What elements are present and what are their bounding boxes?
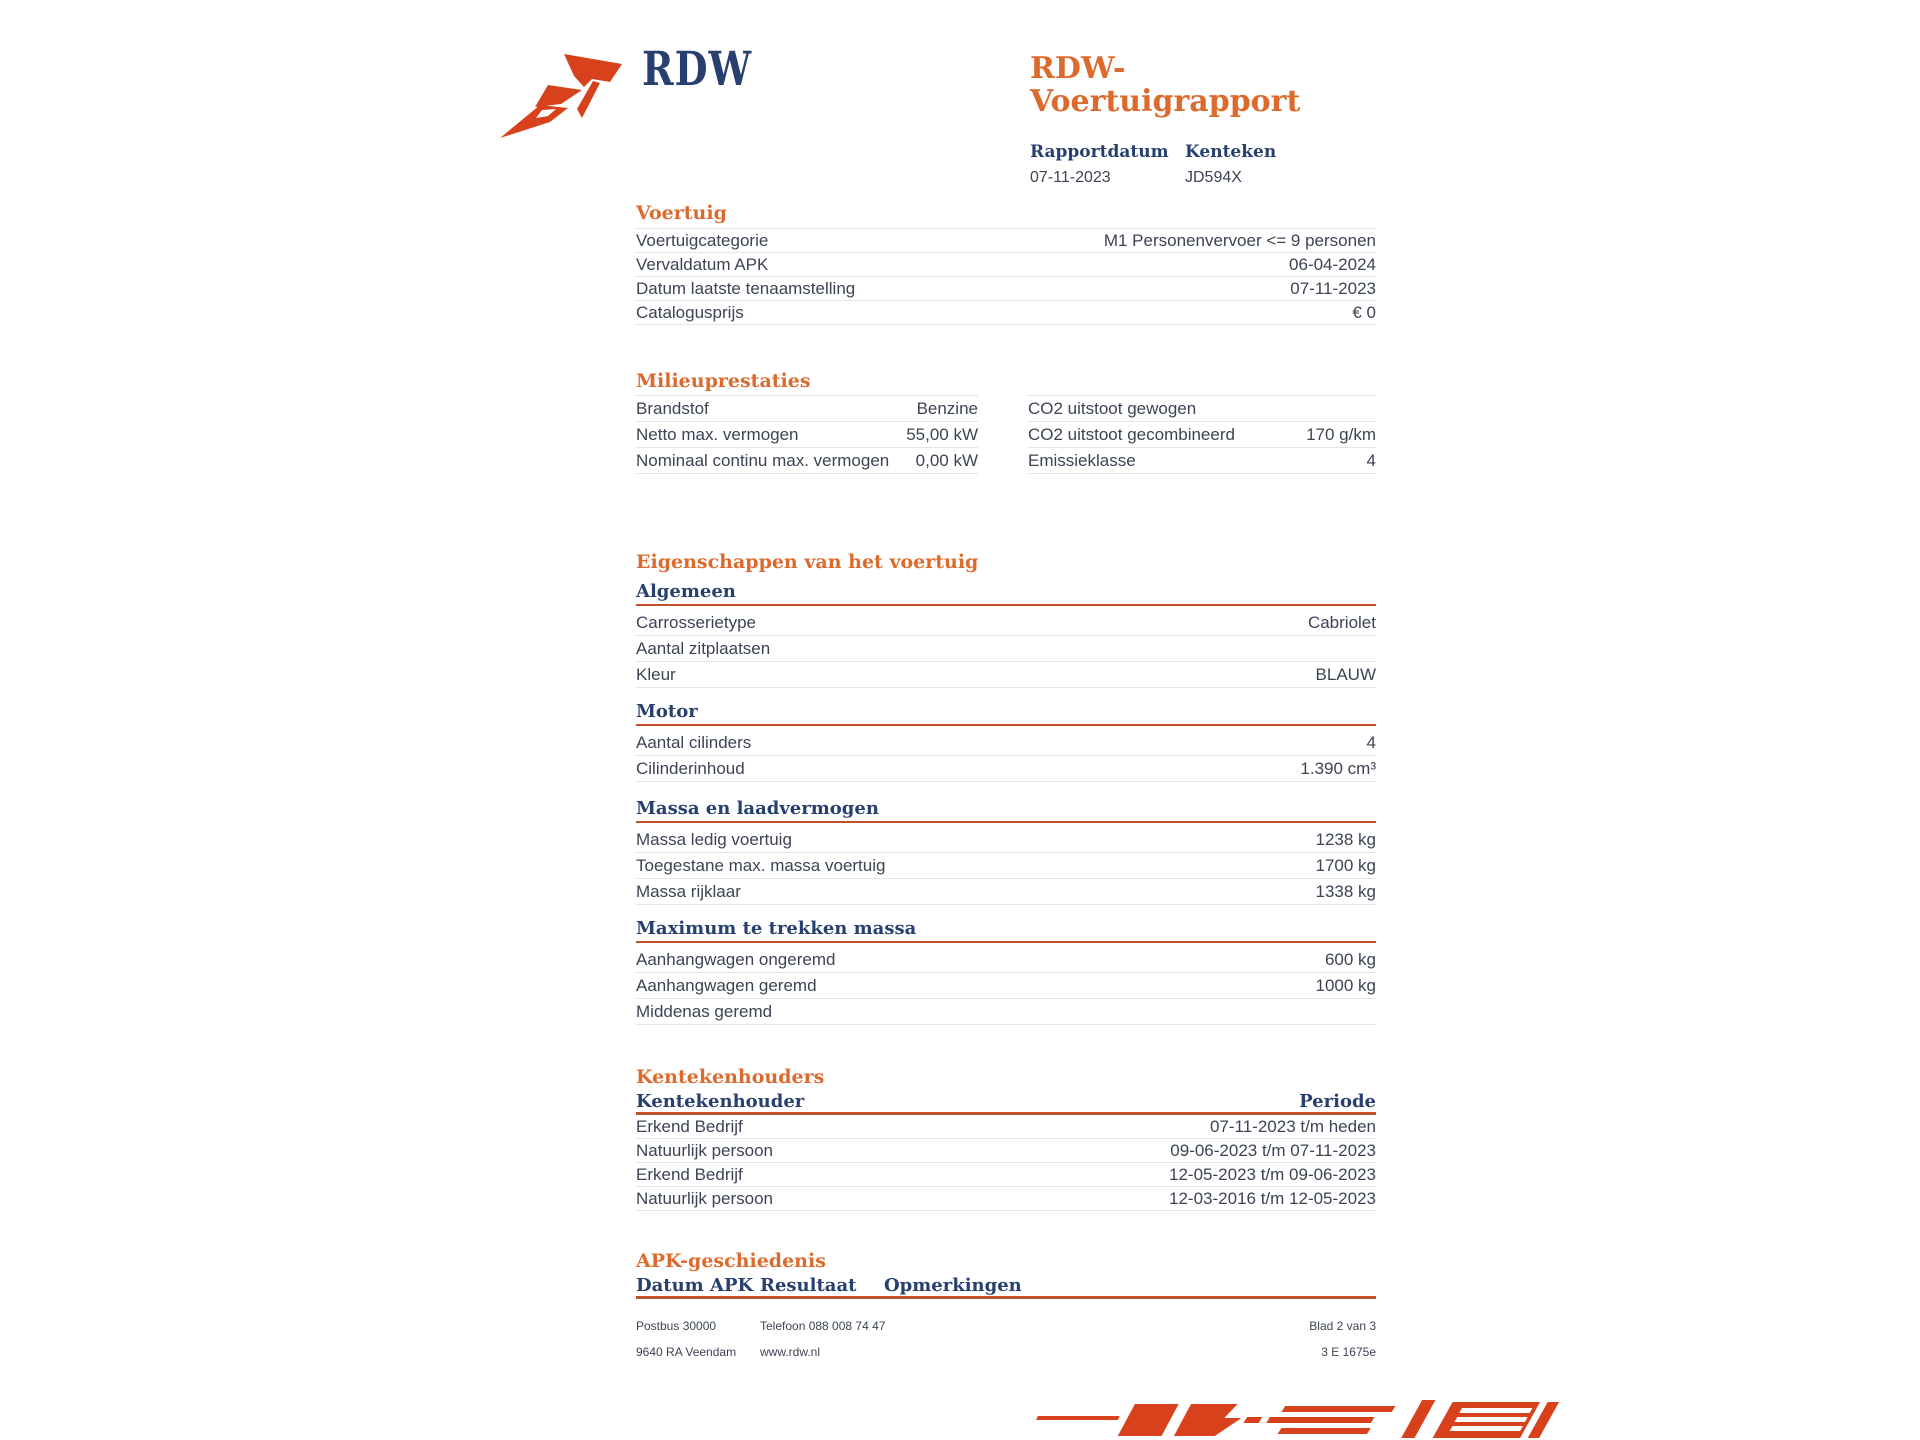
holders-table — [636, 1115, 1376, 1211]
table-row — [636, 756, 1376, 782]
speed-lines-graphic — [1036, 1396, 1561, 1440]
row-value: 0,00 kW — [915, 451, 978, 470]
table-row — [636, 300, 1376, 324]
table-row — [636, 853, 1376, 879]
row-value: 06-04-2024 — [1289, 255, 1376, 274]
table-row — [1028, 447, 1376, 473]
footer-phone: Telefoon 088 008 74 47 — [760, 1319, 886, 1333]
holder-name: Erkend Bedrijf — [636, 1165, 743, 1184]
group-title: Massa en laadvermogen — [636, 798, 879, 819]
row-label: Aantal cilinders — [636, 733, 752, 752]
heading-rule — [636, 604, 1376, 606]
row-label: CO2 uitstoot gecombineerd — [1028, 425, 1235, 444]
trekken-massa-table — [636, 947, 1376, 1025]
row-label: Aanhangwagen geremd — [636, 976, 817, 995]
footer-website: www.rdw.nl — [760, 1345, 821, 1359]
table-row — [636, 827, 1376, 853]
section-kentekenhouders-title: Kentekenhouders — [636, 1066, 825, 1088]
row-value: 1338 kg — [1315, 882, 1376, 901]
row-label: Massa rijklaar — [636, 882, 741, 901]
speed-lines-icon — [1036, 1396, 1561, 1440]
holder-period: 12-05-2023 t/m 09-06-2023 — [1169, 1165, 1376, 1184]
row-value: 1700 kg — [1315, 856, 1376, 875]
holder-period: 09-06-2023 t/m 07-11-2023 — [1170, 1141, 1376, 1160]
footer-city: 9640 RA Veendam — [636, 1345, 737, 1359]
footer-page-number: Blad 2 van 3 — [1309, 1319, 1376, 1333]
holder-period: 07-11-2023 t/m heden — [1209, 1117, 1376, 1136]
row-value: 07-11-2023 — [1290, 279, 1376, 298]
row-label: Datum laatste tenaamstelling — [636, 279, 856, 298]
report-date-value: 07-11-2023 — [1030, 169, 1111, 186]
report-date-label: Rapportdatum — [1030, 142, 1169, 162]
license-plate-label: Kenteken — [1185, 142, 1277, 162]
footer-doc-code: 3 E 1675e — [1321, 1345, 1376, 1359]
group-title: Maximum te trekken massa — [636, 918, 917, 939]
column-header-datum-apk: Datum APK — [636, 1275, 754, 1296]
table-row — [636, 447, 978, 473]
row-label: Massa ledig voertuig — [636, 830, 792, 849]
section-kentekenhouders — [636, 1066, 1376, 1211]
table-row — [636, 636, 1376, 662]
rdw-feather-icon — [498, 52, 628, 140]
row-label: Catalogusprijs — [636, 303, 744, 322]
row-value: € 0 — [1352, 303, 1376, 322]
row-value: Cabriolet — [1307, 613, 1376, 632]
row-label: Middenas geremd — [636, 1002, 773, 1021]
holders-table-header — [636, 1091, 1376, 1112]
table-row — [1028, 421, 1376, 447]
section-apk-geschiedenis — [636, 1250, 1376, 1299]
footer-po-box: Postbus 30000 — [636, 1319, 717, 1333]
table-row — [636, 610, 1376, 636]
heading-rule — [636, 941, 1376, 943]
row-label: Netto max. vermogen — [636, 425, 799, 444]
row-label: Toegestane max. massa voertuig — [636, 856, 886, 875]
apk-table-header — [636, 1275, 1376, 1296]
motor-table — [636, 730, 1376, 782]
row-label: Aanhangwagen ongeremd — [636, 950, 836, 969]
row-value: 600 kg — [1324, 950, 1376, 969]
row-value: M1 Personenvervoer <= 9 personen — [1103, 231, 1376, 250]
voertuig-table — [636, 228, 1376, 325]
group-trekken-massa — [636, 918, 1376, 1025]
row-label: Brandstof — [636, 399, 709, 418]
license-plate-value: JD594X — [1185, 169, 1242, 186]
page-footer — [636, 1318, 1376, 1370]
milieu-left-column — [636, 395, 978, 474]
column-header-period: Periode — [1299, 1091, 1376, 1112]
heading-rule — [636, 724, 1376, 726]
section-milieuprestaties — [636, 370, 1376, 474]
table-row — [636, 1139, 1376, 1163]
row-value: BLAUW — [1315, 665, 1376, 684]
massa-table — [636, 827, 1376, 905]
table-row — [636, 973, 1376, 999]
footer-line — [636, 1318, 1376, 1334]
section-apk-title: APK-geschiedenis — [636, 1250, 826, 1272]
table-row — [636, 1187, 1376, 1211]
row-value: 170 g/km — [1306, 425, 1376, 444]
row-label: CO2 uitstoot gewogen — [1028, 399, 1197, 418]
algemeen-table — [636, 610, 1376, 688]
table-row — [636, 395, 978, 421]
table-row — [636, 252, 1376, 276]
row-value: Benzine — [916, 399, 978, 418]
rdw-logo — [498, 52, 628, 140]
page-title: RDW-Voertuigrapport — [1030, 51, 1301, 119]
section-milieu-title: Milieuprestaties — [636, 370, 811, 392]
row-value: 1238 kg — [1315, 830, 1376, 849]
milieu-table — [636, 395, 1376, 474]
holder-name: Erkend Bedrijf — [636, 1117, 743, 1136]
row-label: Voertuigcategorie — [636, 231, 769, 250]
row-value: 1.390 cm³ — [1300, 759, 1376, 778]
footer-line — [636, 1344, 1376, 1360]
group-algemeen — [636, 581, 1376, 688]
row-value: 1000 kg — [1315, 976, 1376, 995]
row-value: 4 — [1366, 733, 1376, 752]
table-row — [636, 947, 1376, 973]
section-voertuig-title: Voertuig — [636, 202, 727, 224]
table-row — [636, 999, 1376, 1025]
row-value: 55,00 kW — [906, 425, 978, 444]
table-row — [636, 421, 978, 447]
group-massa — [636, 798, 1376, 905]
table-row — [636, 879, 1376, 905]
table-row — [636, 1163, 1376, 1187]
table-row — [636, 662, 1376, 688]
row-value: 4 — [1366, 451, 1376, 470]
table-row — [636, 228, 1376, 252]
section-voertuig — [636, 202, 1376, 325]
row-label: Emissieklasse — [1028, 451, 1136, 470]
row-label: Vervaldatum APK — [636, 255, 769, 274]
section-eigenschappen-title: Eigenschappen van het voertuig — [636, 551, 979, 573]
heading-rule — [636, 821, 1376, 823]
group-motor — [636, 701, 1376, 782]
section-eigenschappen — [636, 551, 1376, 573]
column-header-holder: Kentekenhouder — [636, 1091, 805, 1112]
row-label: Kleur — [636, 665, 676, 684]
column-header-opmerkingen: Opmerkingen — [884, 1275, 1022, 1296]
table-row — [636, 1115, 1376, 1139]
brand-wordmark: RDW — [642, 41, 753, 97]
table-row — [636, 730, 1376, 756]
report-header — [1030, 52, 1390, 187]
milieu-right-column — [1028, 395, 1376, 474]
row-label: Nominaal continu max. vermogen — [636, 451, 890, 470]
table-row — [1028, 395, 1376, 421]
report-meta-labels — [1030, 142, 1390, 162]
holder-name: Natuurlijk persoon — [636, 1141, 774, 1160]
group-title: Motor — [636, 701, 698, 722]
table-row — [636, 276, 1376, 300]
group-title: Algemeen — [636, 581, 736, 602]
row-label: Aantal zitplaatsen — [636, 639, 771, 658]
row-label: Carrosserietype — [636, 613, 756, 632]
heading-rule — [636, 1296, 1376, 1299]
row-label: Cilinderinhoud — [636, 759, 745, 778]
column-header-resultaat: Resultaat — [760, 1275, 857, 1296]
holder-name: Natuurlijk persoon — [636, 1189, 774, 1208]
report-meta-values — [1030, 169, 1390, 187]
holder-period: 12-03-2016 t/m 12-05-2023 — [1169, 1189, 1376, 1208]
